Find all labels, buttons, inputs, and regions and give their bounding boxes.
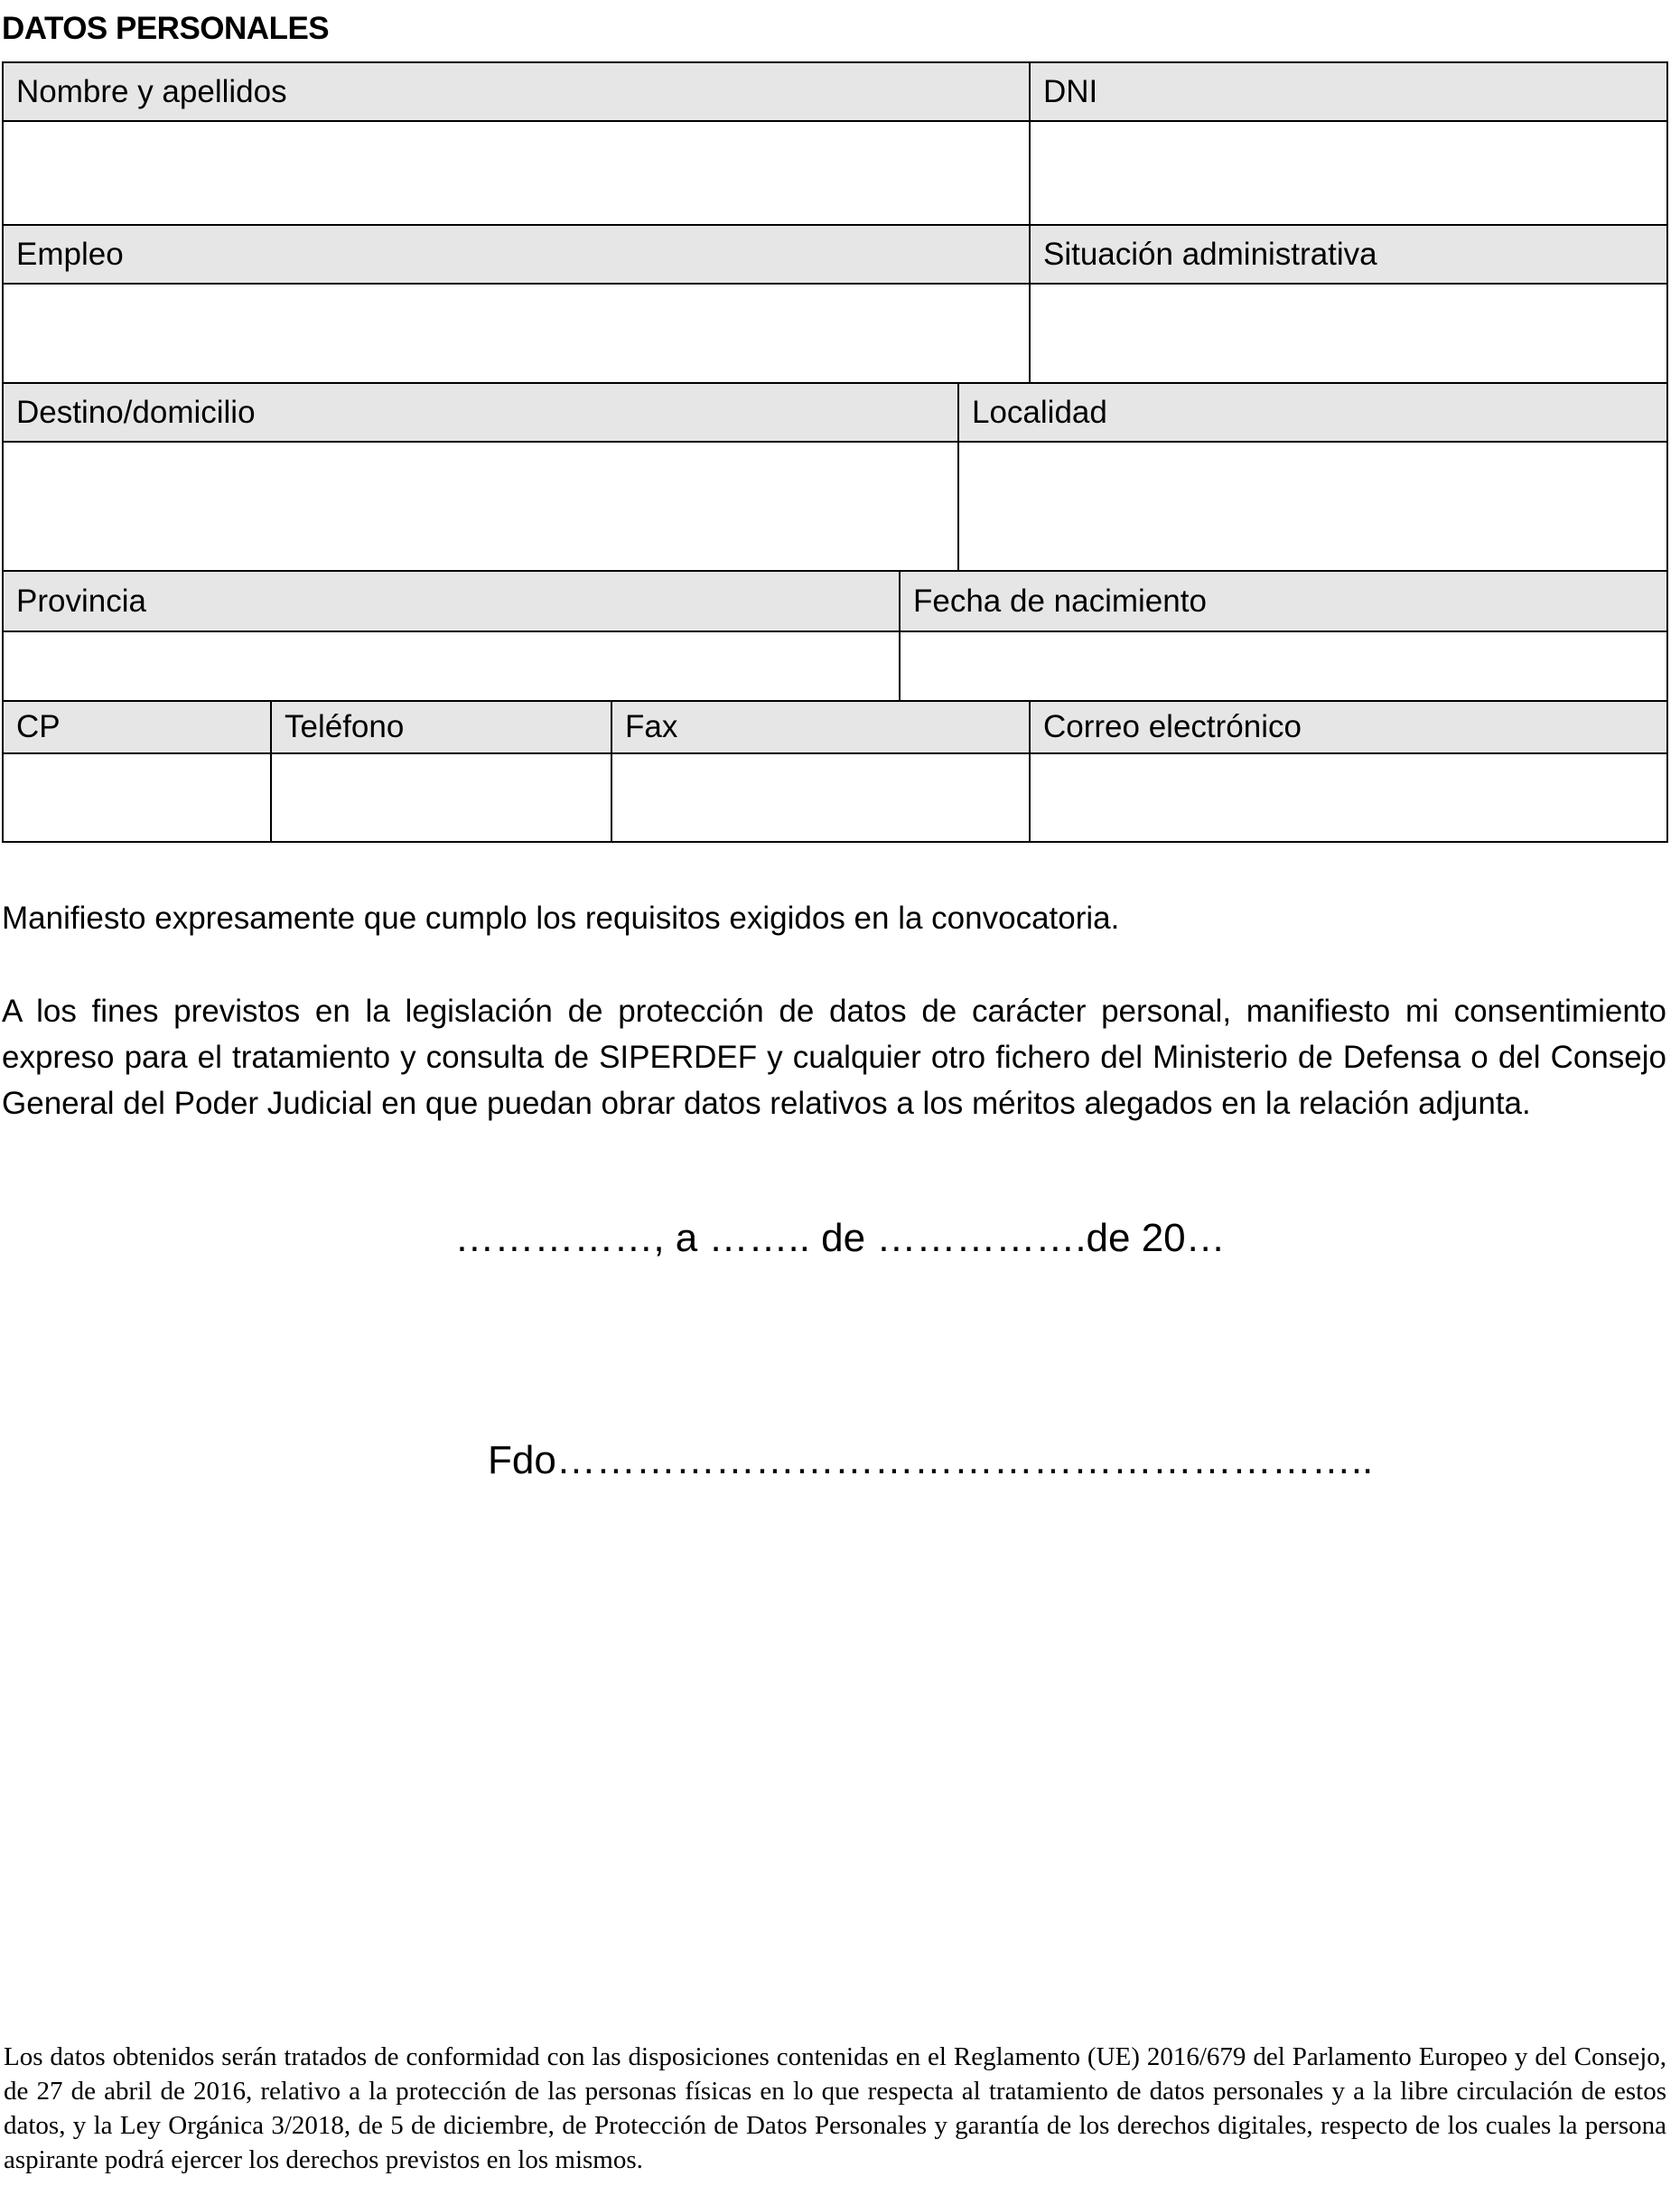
page-title: DATOS PERSONALES (2, 11, 330, 46)
data-protection-footer: Los datos obtenidos serán tratados de conformidad con las disposiciones contenidas en el Reglamento (UE) 2016/679 del Parlamento Europeo y del Consejo, de 27 de abril de 2016, relativo a la protección de las personas físicas en lo que respecta al tratamiento de datos personales y a la libre circulación de estos datos, y la Ley Orgánica 3/2018, de 5 de diciembre, de Protección de Datos Personales y garantía de los derechos digitales, respecto de los cuales la persona aspirante podrá ejercer los derechos previstos en los mismos. (4, 2042, 1666, 2174)
fax-label: Fax (625, 709, 678, 744)
job-label: Empleo (16, 236, 124, 272)
cp-input[interactable] (4, 754, 272, 841)
birthdate-input[interactable] (901, 632, 1666, 700)
admin-status-label-cell (1031, 226, 1666, 283)
phone-label-cell (272, 702, 612, 752)
name-label-cell (4, 63, 1031, 120)
dni-label: DNI (1043, 73, 1098, 109)
province-input[interactable] (4, 632, 901, 700)
form-row-address-labels (4, 384, 1666, 443)
job-input[interactable] (4, 285, 1031, 382)
birthdate-label: Fecha de nacimiento (913, 583, 1207, 619)
requirements-statement: Manifiesto expresamente que cumplo los requisitos exigidos en la convocatoria. (2, 901, 1120, 936)
name-input[interactable] (4, 122, 1031, 224)
locality-input[interactable] (959, 443, 1666, 570)
fax-input[interactable] (612, 754, 1031, 841)
address-label-cell (4, 384, 959, 441)
date-line: ……………, a …….. de …………….de 20… (454, 1216, 1226, 1260)
form-row-contact-labels (4, 702, 1666, 754)
cp-label-cell (4, 702, 272, 752)
admin-status-label: Situación administrativa (1043, 236, 1377, 272)
email-label-cell (1031, 702, 1666, 752)
locality-label-cell (959, 384, 1666, 441)
name-label: Nombre y apellidos (16, 73, 287, 109)
fax-label-cell (612, 702, 1031, 752)
admin-status-input[interactable] (1031, 285, 1666, 382)
phone-label: Teléfono (285, 709, 405, 744)
form-row-province-inputs (4, 632, 1666, 702)
address-input[interactable] (4, 443, 959, 570)
form-row-job-labels (4, 226, 1666, 285)
consent-paragraph: A los fines previstos en la legislación de protección de datos de carácter personal, manifiesto mi consentimiento expreso para el tratamiento y consulta de SIPERDEF y cualquier otro fichero del Ministerio de Defensa o del Consejo General del Poder Judicial en que puedan obrar datos relativos a los méritos alegados en la relación adjunta. (2, 994, 1666, 1121)
job-label-cell (4, 226, 1031, 283)
signature-line: Fdo…………………………………………………….. (488, 1438, 1374, 1482)
form-row-province-labels (4, 572, 1666, 632)
dni-input[interactable] (1031, 122, 1666, 224)
personal-data-form (2, 61, 1668, 843)
province-label-cell (4, 572, 901, 631)
phone-input[interactable] (272, 754, 612, 841)
email-label: Correo electrónico (1043, 709, 1302, 744)
cp-label: CP (16, 709, 61, 744)
form-row-name-labels (4, 63, 1666, 122)
form-row-job-inputs (4, 285, 1666, 384)
birthdate-label-cell (901, 572, 1666, 631)
form-row-address-inputs (4, 443, 1666, 572)
form-row-name-inputs (4, 122, 1666, 226)
form-row-contact-inputs (4, 754, 1666, 841)
locality-label: Localidad (972, 394, 1107, 430)
province-label: Provincia (16, 583, 146, 619)
address-label: Destino/domicilio (16, 394, 256, 430)
dni-label-cell (1031, 63, 1666, 120)
email-input[interactable] (1031, 754, 1666, 841)
